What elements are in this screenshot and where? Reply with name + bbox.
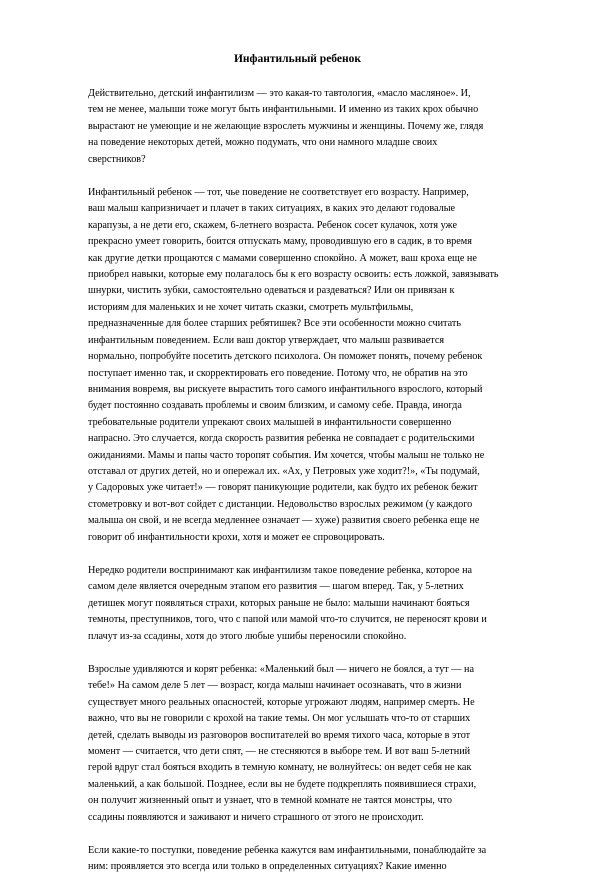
text-line: стометровку и вот-вот сойдет с дистанции. Недовольство взрослых режимом (у каждого: [88, 498, 473, 510]
text-line: ваш малыш капризничает и плачет в таких ситуациях, в каких это делают годовалые: [88, 203, 456, 215]
text-line: он получит жизненный опыт и узнает, что в темной комнате не таятся монстры, что: [88, 795, 452, 807]
text-line: предназначенные для более старших ребятишек? Все эти особенности можно считать: [88, 318, 461, 330]
text-line: Нередко родители воспринимают как инфантилизм такое поведение ребенка, которое на: [88, 564, 473, 576]
text-line: будет постоянно создавать проблемы и своим близким, и самому себе. Правда, иногда: [88, 400, 462, 412]
text-line: тебе!» На самом деле 5 лет — возраст, когда малыш начинает осознавать, что в жизни: [88, 680, 462, 692]
paragraph: [88, 185, 520, 546]
text-line: маленький, а как большой. Позднее, если вы не будете подкреплять появившиеся страхи,: [88, 778, 477, 790]
text-line: момент — считается, что дети спят, — не стесняются в выборе тем. И вот ваш 5-летний: [88, 746, 471, 758]
text-line: Действительно, детский инфантилизм — это какая-то тавтология, «масло масляное». И,: [88, 88, 471, 99]
text-line: важно, что вы не говорили с крохой на такие темы. Он мог услышать что-то от старших: [88, 713, 471, 725]
text-line: инфантильным поведением. Если ваш доктор утверждает, что малыш развивается: [88, 334, 445, 346]
text-line: внимания вовремя, вы рискуете вырастить того самого инфантильного взрослого, который: [88, 383, 483, 395]
text-line: карапузы, а не дети его, скажем, 6-летнего возраста. Ребенок сосет кулачок, хотя уже: [88, 219, 457, 231]
document-body: [88, 86, 520, 893]
paragraph: [88, 563, 520, 645]
text-line: самом деле является очередным этапом его развития — шагом вперед. Так, у 5-летних: [88, 581, 464, 593]
text-line: существует много реальных опасностей, которые угрожают людям, например смерть. Не: [88, 696, 475, 708]
text-line: Если какие-то поступки, поведение ребенка кажутся вам инфантильными, понаблюдайте за: [88, 845, 487, 857]
text-line: прекрасно умеет говорить, боится отпускать маму, проводившую его в садик, в то время: [88, 236, 472, 248]
text-line: у Садоровых уже читает!» — говорят паникующие родители, как будто их ребенок бежит: [88, 482, 478, 494]
text-line: малыша он свой, и не всегда медленнее означает — хуже) развития своего ребенка еще не: [88, 515, 480, 527]
text-line: нормально, попробуйте посетить детского психолога. Он поможет понять, почему ребенок: [88, 351, 483, 363]
text-line: Инфантильный ребенок — тот, чье поведение не соответствует его возрасту. Например,: [88, 187, 469, 199]
paragraph: [88, 86, 520, 168]
text-line: требовательные родители упрекают своих малышей в инфантильности совершенно: [88, 416, 452, 428]
text-line: детей, сделать выводы из разговоров воспитателей во время тихого часа, которые в этот: [88, 729, 471, 741]
text-line: ссадины появляются и заживают и ничего страшного от этого не происходит.: [88, 811, 424, 823]
text-line: Взрослые удивляются и корят ребенка: «Маленький был — ничего не боялся, а тут — на: [88, 664, 474, 675]
text-line: ожиданиями. Мамы и папы часто торопят события. Им хочется, чтобы малыш не только не: [88, 449, 485, 461]
paragraph: [88, 662, 520, 826]
text-line: поступает именно так, и скорректировать его поведение. Потому что, не обратив на это: [88, 367, 468, 379]
text-line: историям для маленьких и не хочет читать сказки, смотреть мультфильмы,: [88, 301, 414, 313]
text-line: напрасно. Это случается, когда скорость развития ребенка не совпадает с родительскими: [88, 433, 475, 445]
text-line: герой вдруг стал бояться входить в темную комнату, не волнуйтесь: он ведет себя не как: [88, 762, 472, 774]
text-line: плачут из-за ссадины, хотя до этого любые ушибы переносили спокойно.: [88, 630, 407, 642]
text-line: темноты, преступников, того, что с папой или мамой что-то случится, не переносят крови и: [88, 614, 487, 626]
text-line: ним: проявляется это всегда или только в определенных ситуациях? Какие именно: [88, 861, 447, 873]
text-line: говорит об инфантильности крохи, хотя и может ее спровоцировать.: [88, 531, 385, 543]
document-title: Инфантильный ребенок: [233, 53, 362, 65]
text-line: как другие детки прощаются с мамами совершенно спокойно. А может, ваш кроха еще не: [88, 252, 477, 264]
text-line: отставал от других детей, но и опережал их. «Ах, у Петровых уже ходит?!», «Ты подумай,: [88, 465, 480, 477]
text-line: детишек могут появляться страхи, которых раньше не было: малыши начинают бояться: [88, 597, 470, 609]
text-line: на поведение некоторых детей, можно подумать, что они намного младше своих: [88, 137, 438, 149]
text-line: вырастают не умеющие и не желающие взрослеть мужчины и женщины. Почему же, глядя: [88, 120, 484, 132]
text-line: приобрел навыки, которые ему полагалось бы к его возрасту освоить: есть ложкой, завязывать: [88, 269, 499, 281]
text-line: сверстников?: [88, 153, 146, 165]
text-line: шнурки, чистить зубки, самостоятельно одеваться и раздеваться? Или он привязан к: [88, 285, 455, 297]
text-line: тем не менее, малыши тоже могут быть инфантильными. И именно из таких крох обычно: [88, 104, 479, 116]
paragraph: [88, 843, 520, 876]
